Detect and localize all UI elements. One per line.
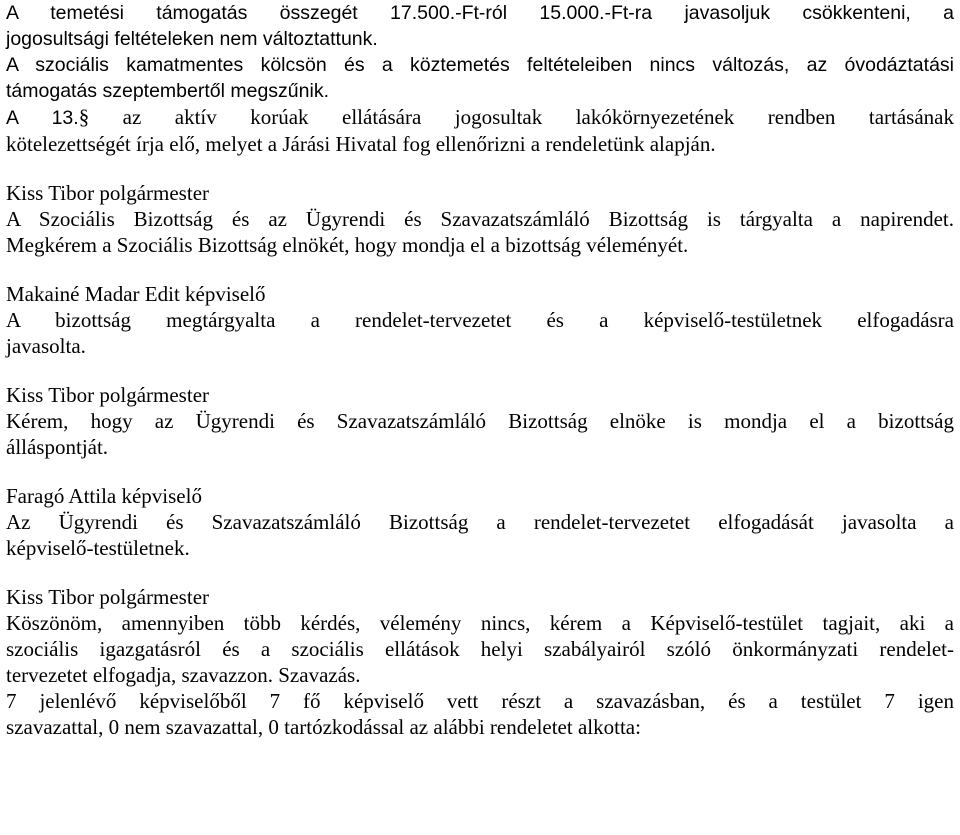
section-sign: § <box>78 105 90 129</box>
text-line: kötelezettségét írja elő, melyet a Járási Hivatal fog ellenőrizni a rendeletünk alapján. <box>6 132 716 156</box>
paragraph-social-loan <box>6 52 954 104</box>
text-line: jogosultsági feltételeken nem változtattunk. <box>6 28 378 50</box>
text-line: Megkérem a Szociális Bizottság elnökét, hogy mondja el a bizottság véleményét. <box>6 233 689 257</box>
text-line: tervezetet elfogadja, szavazzon. Szavazás. <box>6 663 361 687</box>
text-line: 7 jelenlévő képviselőből 7 fő képviselő vett részt a szavazásban, és a testület 7 igen <box>6 689 954 713</box>
paragraph-section-13 <box>6 104 954 157</box>
text-line: javasolta. <box>6 334 86 358</box>
speech-block <box>6 281 954 359</box>
text-line: szavazattal, 0 nem szavazattal, 0 tartózkodással az alábbi rendeletet alkotta: <box>6 715 641 739</box>
text-line: A Szociális Bizottság és az Ügyrendi és Szavazatszámláló Bizottság is tárgyalta a napirendet. <box>6 207 954 231</box>
speaker-name: Makainé Madar Edit képviselő <box>6 282 266 306</box>
speaker-name: Kiss Tibor polgármester <box>6 585 210 609</box>
text-fragment: A 13. <box>6 107 79 129</box>
speaker-name: Faragó Attila képviselő <box>6 484 202 508</box>
text-line: A bizottság megtárgyalta a rendelet-tervezetet és a képviselő-testületnek elfogadásra <box>6 308 954 332</box>
speech-block <box>6 382 954 460</box>
text-line: A temetési támogatás összegét 17.500.-Ft-ról 15.000.-Ft-ra javasoljuk csökkenteni, a <box>6 2 954 24</box>
text-line: A szociális kamatmentes kölcsön és a köztemetés feltételeiben nincs változás, az óvodáztatási <box>6 54 954 76</box>
text-line: álláspontját. <box>6 435 109 459</box>
text-line: támogatás szeptembertől megszűnik. <box>6 80 329 102</box>
text-line <box>6 104 954 131</box>
text-fragment: az aktív korúak ellátására jogosultak lakókörnyezetének rendben tartásának <box>89 105 954 129</box>
paragraph-funeral-support <box>6 0 954 52</box>
text-line: Kérem, hogy az Ügyrendi és Szavazatszámláló Bizottság elnöke is mondja el a bizottság <box>6 409 954 433</box>
speech-block <box>6 584 954 740</box>
text-line: Köszönöm, amennyiben több kérdés, vélemény nincs, kérem a Képviselő-testület tagjait, aki a <box>6 611 954 635</box>
speaker-name: Kiss Tibor polgármester <box>6 383 210 407</box>
text-line: szociális igazgatásról és a szociális ellátások helyi szabályairól szóló önkormányzati rendelet- <box>6 637 954 661</box>
speaker-name: Kiss Tibor polgármester <box>6 181 210 205</box>
text-line: Az Ügyrendi és Szavazatszámláló Bizottság a rendelet-tervezetet elfogadását javasolta a <box>6 510 954 534</box>
text-line: képviselő-testületnek. <box>6 536 190 560</box>
speech-block <box>6 483 954 561</box>
speech-block <box>6 180 954 258</box>
